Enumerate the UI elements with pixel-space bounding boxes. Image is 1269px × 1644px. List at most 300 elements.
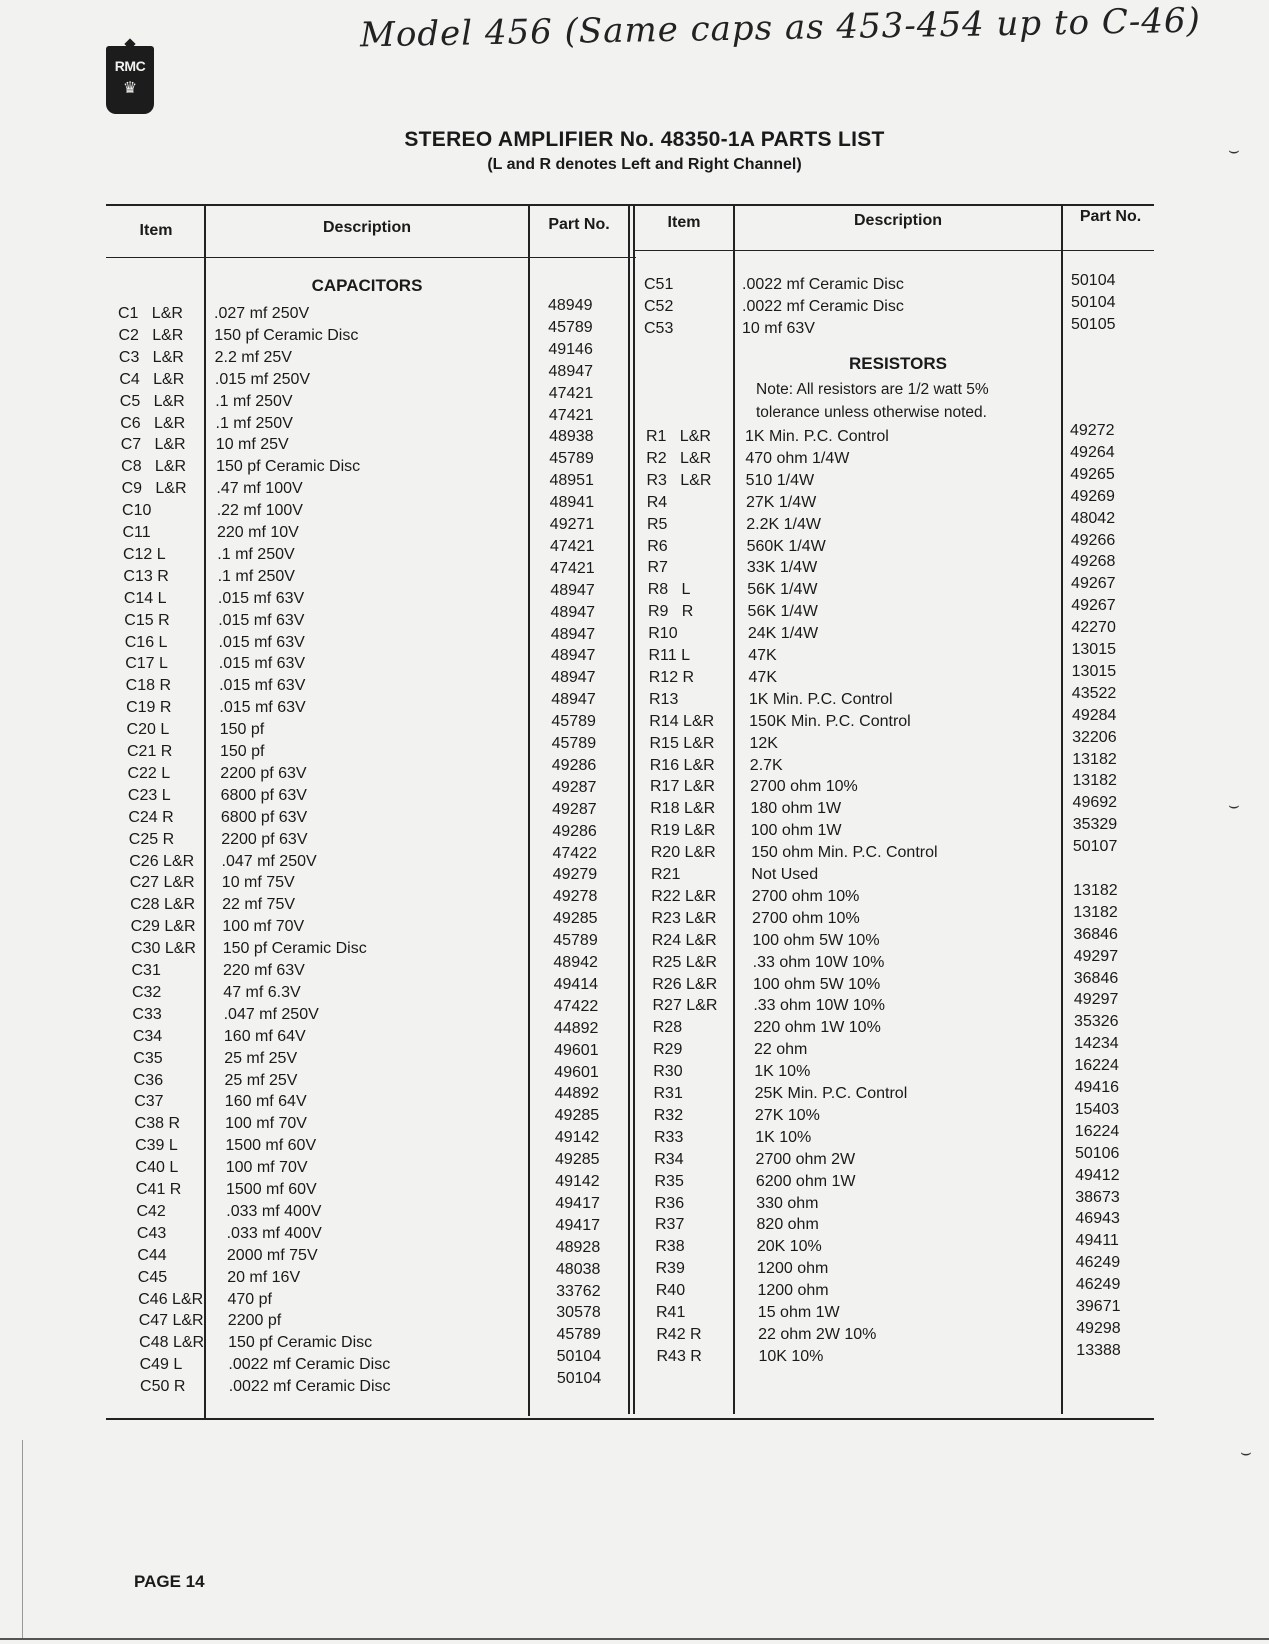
part-number-cell: 45789 bbox=[549, 450, 594, 468]
item-cell: C13 R bbox=[123, 567, 169, 585]
description-cell: .33 ohm 10W 10% bbox=[752, 953, 885, 971]
part-number-cell: 48951 bbox=[549, 472, 594, 490]
description-cell: 25 mf 25V bbox=[224, 1049, 298, 1067]
header-rule-left bbox=[106, 257, 636, 258]
part-number-cell: 48042 bbox=[1070, 509, 1116, 527]
part-number-cell: 48942 bbox=[553, 954, 598, 971]
description-cell: 22 mf 75V bbox=[222, 896, 296, 914]
description-cell: 220 mf 63V bbox=[223, 962, 305, 979]
logo-text: RMC bbox=[114, 58, 146, 74]
description-cell: 10 mf 25V bbox=[215, 436, 289, 454]
description-cell: 2200 pf 63V bbox=[221, 830, 308, 848]
part-number-cell: 49287 bbox=[551, 778, 597, 796]
part-number-cell: 49267 bbox=[1071, 575, 1116, 593]
item-cell: R42 R bbox=[656, 1325, 702, 1343]
description-cell: 150 pf bbox=[219, 721, 265, 739]
item-cell: C52 bbox=[644, 298, 674, 315]
description-cell: 1K 10% bbox=[754, 1063, 811, 1081]
item-cell: C38 R bbox=[134, 1115, 180, 1133]
item-cell: C29 L&R bbox=[130, 918, 196, 936]
header-partno-right: Part No. bbox=[1079, 208, 1142, 225]
item-cell: C6 L&R bbox=[120, 414, 186, 432]
part-number-cell: 50104 bbox=[556, 1370, 602, 1388]
item-cell: C44 bbox=[137, 1246, 167, 1264]
description-cell: .015 mf 63V bbox=[217, 589, 305, 607]
item-cell: R33 bbox=[654, 1128, 684, 1146]
item-cell: C34 bbox=[132, 1027, 163, 1045]
description-cell: 1500 mf 60V bbox=[226, 1181, 317, 1198]
item-cell: C47 L&R bbox=[138, 1312, 204, 1330]
scan-edge-line bbox=[22, 1440, 23, 1640]
part-number-cell: 45789 bbox=[551, 713, 596, 731]
item-cell: R12 R bbox=[648, 668, 695, 686]
item-cell: C30 L&R bbox=[131, 940, 196, 958]
description-cell: 20 mf 16V bbox=[227, 1268, 301, 1286]
item-cell: C20 L bbox=[126, 721, 170, 739]
description-cell: 47 mf 6.3V bbox=[223, 983, 301, 1001]
item-cell: C17 L bbox=[125, 655, 168, 673]
header-description-left: Description bbox=[322, 219, 411, 236]
description-cell: .22 mf 100V bbox=[216, 502, 303, 520]
description-cell: 1200 ohm bbox=[757, 1260, 829, 1278]
part-number-cell: 45789 bbox=[548, 318, 593, 336]
part-number-cell: 49287 bbox=[552, 800, 597, 818]
part-number-cell: 49297 bbox=[1073, 947, 1119, 965]
part-number-cell: 49284 bbox=[1071, 706, 1117, 724]
part-number-cell: 45789 bbox=[556, 1326, 601, 1344]
part-number-cell: 48928 bbox=[555, 1238, 601, 1256]
description-cell: 20K 10% bbox=[756, 1238, 822, 1256]
part-number-cell: 50106 bbox=[1074, 1144, 1120, 1162]
part-number-cell: 49601 bbox=[554, 1041, 599, 1059]
part-number-cell: 13182 bbox=[1073, 903, 1118, 921]
part-number-cell: 49267 bbox=[1071, 597, 1116, 615]
description-cell: 150 pf Ceramic Disc bbox=[214, 326, 359, 344]
description-cell: 2700 ohm 2W bbox=[755, 1150, 856, 1168]
item-cell: R32 bbox=[653, 1106, 684, 1124]
part-number-cell: 49285 bbox=[554, 1107, 600, 1125]
part-number-cell: 15403 bbox=[1074, 1100, 1120, 1118]
part-number-cell: 47422 bbox=[553, 997, 599, 1015]
description-cell: .1 mf 250V bbox=[215, 414, 293, 432]
part-number-cell: 35326 bbox=[1074, 1013, 1119, 1031]
part-number-cell: 49264 bbox=[1070, 443, 1115, 461]
description-cell: .0022 mf Ceramic Disc bbox=[228, 1378, 391, 1396]
part-number-cell: 49414 bbox=[553, 975, 599, 993]
part-number-cell: 49417 bbox=[555, 1194, 600, 1212]
description-cell: .1 mf 250V bbox=[215, 392, 293, 410]
description-cell: 25K Min. P.C. Control bbox=[754, 1085, 908, 1102]
part-number-cell: 48941 bbox=[549, 494, 595, 512]
description-cell: 100 ohm 5W 10% bbox=[753, 975, 881, 993]
description-cell: 22 ohm 2W 10% bbox=[758, 1325, 877, 1343]
item-cell: C33 bbox=[132, 1005, 162, 1023]
item-cell: C11 bbox=[122, 524, 151, 541]
item-cell: R8 L bbox=[647, 581, 691, 599]
header-item-left: Item bbox=[139, 222, 173, 239]
item-cell: R43 R bbox=[656, 1347, 702, 1365]
part-number-cell: 13388 bbox=[1076, 1341, 1121, 1359]
item-cell: R24 L&R bbox=[651, 931, 717, 949]
part-number-cell: 50105 bbox=[1071, 316, 1116, 333]
description-cell: 150 pf Ceramic Disc bbox=[222, 940, 367, 958]
item-cell: C37 bbox=[134, 1093, 164, 1111]
col-divider-3 bbox=[733, 204, 735, 1414]
part-number-cell: 45789 bbox=[553, 932, 598, 950]
resistor-note bbox=[756, 378, 989, 424]
rmc-logo bbox=[106, 46, 154, 114]
item-cell: C35 bbox=[133, 1049, 163, 1067]
description-cell: 100 mf 70V bbox=[225, 1115, 307, 1133]
item-cell: C24 R bbox=[128, 808, 174, 826]
item-cell: R29 bbox=[653, 1041, 683, 1059]
item-cell: C28 L&R bbox=[130, 896, 196, 914]
part-number-cell: 47421 bbox=[549, 537, 595, 555]
part-number-cell: 13182 bbox=[1072, 772, 1117, 790]
header-item-right: Item bbox=[667, 214, 701, 231]
part-number-cell: 49278 bbox=[552, 888, 598, 906]
item-cell: C25 R bbox=[128, 830, 175, 848]
part-number-cell: 48947 bbox=[548, 362, 594, 380]
part-number-cell: 49417 bbox=[555, 1216, 601, 1234]
description-cell: 10 mf 75V bbox=[221, 874, 295, 892]
part-number-cell: 43522 bbox=[1071, 684, 1117, 702]
description-cell: 150 pf Ceramic Disc bbox=[228, 1334, 373, 1352]
page-number: PAGE 14 bbox=[134, 1572, 205, 1591]
part-number-cell: 49412 bbox=[1075, 1166, 1120, 1184]
part-number-cell: 49146 bbox=[548, 340, 593, 358]
item-cell: R41 bbox=[656, 1304, 686, 1321]
part-number-cell: 48947 bbox=[551, 669, 596, 687]
item-cell: C26 L&R bbox=[129, 852, 195, 870]
description-cell: 150K Min. P.C. Control bbox=[749, 712, 911, 730]
description-cell: 56K 1/4W bbox=[747, 603, 818, 621]
item-cell: C53 bbox=[644, 320, 674, 337]
description-cell: 2700 ohm 10% bbox=[751, 887, 860, 905]
description-cell: Not Used bbox=[751, 866, 819, 883]
item-cell: R25 L&R bbox=[652, 953, 717, 971]
description-cell: 180 ohm 1W bbox=[750, 800, 842, 818]
description-cell: 160 mf 64V bbox=[224, 1093, 307, 1111]
item-cell: C49 L bbox=[139, 1356, 183, 1374]
part-number-cell: 49279 bbox=[552, 866, 598, 884]
part-number-cell: 49416 bbox=[1074, 1079, 1119, 1096]
part-number-cell: 49142 bbox=[555, 1173, 600, 1190]
description-cell: .033 mf 400V bbox=[226, 1202, 322, 1220]
item-cell: R3 L&R bbox=[646, 471, 712, 489]
part-number-cell: 47421 bbox=[548, 384, 594, 402]
capacitors-heading: CAPACITORS bbox=[311, 276, 423, 295]
item-cell: R5 bbox=[647, 515, 668, 533]
item-cell: R39 bbox=[655, 1260, 685, 1278]
item-cell: C42 bbox=[136, 1202, 166, 1220]
item-cell: C9 L&R bbox=[121, 480, 187, 498]
description-cell: .027 mf 250V bbox=[214, 305, 310, 322]
description-cell: .047 mf 250V bbox=[221, 852, 317, 870]
part-number-cell: 49272 bbox=[1070, 422, 1115, 439]
part-number-cell: 49601 bbox=[554, 1063, 599, 1081]
part-number-cell: 16224 bbox=[1074, 1057, 1119, 1075]
item-cell: R21 bbox=[651, 866, 681, 883]
item-cell: C32 bbox=[131, 983, 162, 1001]
item-cell: C41 R bbox=[136, 1181, 182, 1198]
part-number-cell: 13182 bbox=[1073, 881, 1118, 899]
description-cell: .1 mf 250V bbox=[217, 545, 295, 563]
part-number-cell: 46249 bbox=[1075, 1276, 1121, 1294]
part-number-cell: 49268 bbox=[1070, 553, 1116, 571]
item-cell: R16 L&R bbox=[649, 756, 715, 774]
description-cell: 33K 1/4W bbox=[746, 559, 818, 577]
item-cell: R26 L&R bbox=[652, 975, 718, 993]
item-cell: R4 bbox=[646, 493, 668, 511]
item-cell: C39 L bbox=[135, 1137, 178, 1155]
part-number-cell: 50104 bbox=[1071, 294, 1116, 311]
description-cell: .015 mf 63V bbox=[219, 699, 306, 717]
item-cell: C27 L&R bbox=[129, 874, 195, 892]
part-number-cell: 49265 bbox=[1070, 465, 1115, 483]
part-number-cell: 49285 bbox=[555, 1151, 600, 1169]
part-number-cell: 44892 bbox=[553, 1019, 599, 1037]
resistor-note-line-2: tolerance unless otherwise noted. bbox=[756, 404, 987, 421]
item-cell: C22 L bbox=[127, 764, 171, 782]
part-number-cell: 47421 bbox=[550, 559, 595, 577]
crown-icon: ♛ bbox=[122, 80, 138, 97]
item-cell: R37 bbox=[655, 1216, 685, 1234]
description-cell: 160 mf 64V bbox=[223, 1027, 306, 1045]
part-number-cell: 35329 bbox=[1072, 816, 1118, 834]
part-number-cell: 48947 bbox=[550, 625, 596, 643]
item-cell: R15 L&R bbox=[649, 734, 715, 752]
description-cell: 25 mf 25V bbox=[224, 1071, 298, 1089]
description-cell: .015 mf 250V bbox=[214, 370, 311, 388]
part-number-cell: 49142 bbox=[554, 1129, 600, 1147]
item-cell: R30 bbox=[653, 1063, 683, 1081]
description-cell: .0022 mf Ceramic Disc bbox=[742, 298, 904, 315]
part-number-cell: 46249 bbox=[1075, 1254, 1121, 1272]
item-cell: C40 L bbox=[135, 1159, 179, 1177]
item-cell: C10 bbox=[122, 502, 152, 520]
part-number-cell: 30578 bbox=[556, 1304, 601, 1322]
description-cell: 10 mf 63V bbox=[742, 320, 815, 337]
table-top-rule bbox=[106, 204, 1154, 206]
part-number-cell: 32206 bbox=[1072, 728, 1117, 746]
header-description-right: Description bbox=[853, 212, 942, 229]
col-divider-4 bbox=[1061, 204, 1063, 1414]
scan-bottom-edge bbox=[0, 1638, 1269, 1640]
description-cell: 470 ohm 1/4W bbox=[745, 449, 850, 467]
item-cell: R9 R bbox=[648, 603, 694, 621]
part-number-cell: 48038 bbox=[555, 1260, 601, 1278]
description-cell: 22 ohm bbox=[753, 1041, 808, 1059]
part-number-cell: 36846 bbox=[1073, 925, 1118, 943]
description-cell: 150 pf bbox=[220, 743, 265, 760]
item-cell: C45 bbox=[137, 1268, 168, 1286]
item-cell: R35 bbox=[654, 1172, 684, 1190]
description-cell: 2200 pf 63V bbox=[220, 764, 307, 782]
item-cell: C8 L&R bbox=[121, 458, 187, 476]
part-number-cell: 49692 bbox=[1072, 794, 1118, 812]
item-cell: C31 bbox=[131, 962, 161, 979]
resistor-note-line-1: Note: All resistors are 1/2 watt 5% bbox=[756, 381, 989, 398]
description-cell: 1K Min. P.C. Control bbox=[745, 428, 889, 445]
col-divider-1 bbox=[204, 204, 206, 1418]
table-bottom-rule bbox=[106, 1418, 1154, 1420]
description-cell: .0022 mf Ceramic Disc bbox=[228, 1356, 391, 1374]
description-cell: 1500 mf 60V bbox=[225, 1137, 317, 1155]
handwritten-note: Model 456 (Same caps as 453-454 up to C-46) bbox=[359, 0, 1202, 56]
item-cell: R20 L&R bbox=[650, 844, 716, 862]
double-divider-b bbox=[633, 204, 635, 1414]
item-cell: C4 L&R bbox=[119, 370, 185, 388]
part-number-cell: 49271 bbox=[549, 516, 595, 533]
item-cell: C16 L bbox=[124, 633, 168, 651]
part-number-cell: 49269 bbox=[1070, 487, 1115, 505]
col-divider-2 bbox=[528, 204, 530, 1416]
description-cell: .015 mf 63V bbox=[218, 633, 305, 651]
part-number-cell: 48947 bbox=[551, 691, 596, 709]
description-cell: 220 mf 10V bbox=[217, 524, 299, 541]
description-cell: 820 ohm bbox=[756, 1216, 819, 1234]
part-number-cell: 48947 bbox=[550, 603, 596, 621]
part-number-cell: 49411 bbox=[1075, 1232, 1119, 1250]
description-cell: .47 mf 100V bbox=[216, 480, 303, 498]
part-number-cell: 13015 bbox=[1071, 662, 1117, 680]
description-cell: 47K bbox=[748, 668, 777, 686]
item-cell: R34 bbox=[654, 1150, 684, 1168]
item-cell: C51 bbox=[644, 276, 674, 293]
description-cell: 100 mf 70V bbox=[222, 918, 305, 936]
item-cell: C7 L&R bbox=[120, 436, 186, 454]
part-number-cell: 50104 bbox=[1071, 272, 1116, 289]
item-cell: R10 bbox=[648, 625, 678, 643]
description-cell: 2000 mf 75V bbox=[226, 1246, 318, 1264]
scan-artifact-mark: ⌣ bbox=[1228, 795, 1240, 815]
part-number-cell: 14234 bbox=[1074, 1035, 1119, 1053]
item-cell: C5 L&R bbox=[119, 392, 185, 410]
description-cell: 56K 1/4W bbox=[747, 581, 818, 599]
description-cell: .015 mf 63V bbox=[218, 655, 306, 673]
header-rule-right bbox=[634, 250, 1154, 251]
item-cell: C3 L&R bbox=[118, 348, 184, 366]
item-cell: R2 L&R bbox=[646, 449, 712, 467]
description-cell: 24K 1/4W bbox=[747, 625, 819, 643]
item-cell: C12 L bbox=[122, 545, 166, 563]
part-number-cell: 49298 bbox=[1076, 1319, 1121, 1337]
description-cell: .33 ohm 10W 10% bbox=[753, 997, 885, 1015]
item-cell: C21 R bbox=[127, 743, 173, 760]
description-cell: 100 ohm 1W bbox=[750, 822, 842, 840]
document-title: STEREO AMPLIFIER No. 48350-1A PARTS LIST bbox=[404, 128, 885, 151]
item-cell: C18 R bbox=[125, 677, 171, 695]
part-number-cell: 36846 bbox=[1073, 969, 1119, 987]
item-cell: C43 bbox=[136, 1224, 167, 1242]
part-number-cell: 49286 bbox=[552, 822, 597, 840]
description-cell: 1200 ohm bbox=[757, 1282, 829, 1300]
description-cell: 47K bbox=[748, 647, 777, 664]
description-cell: 330 ohm bbox=[756, 1194, 819, 1212]
part-number-cell: 42270 bbox=[1071, 619, 1116, 637]
item-cell: R18 L&R bbox=[650, 800, 716, 818]
item-cell: C19 R bbox=[126, 699, 172, 717]
description-cell: 150 ohm Min. P.C. Control bbox=[751, 844, 938, 862]
description-cell: 6800 pf 63V bbox=[220, 786, 307, 804]
description-cell: 2.2K 1/4W bbox=[746, 515, 821, 533]
description-cell: .033 mf 400V bbox=[226, 1224, 322, 1242]
item-cell: R31 bbox=[653, 1085, 683, 1102]
parts-table bbox=[108, 200, 1208, 1480]
description-cell: .1 mf 250V bbox=[217, 567, 295, 585]
item-cell: R19 L&R bbox=[650, 822, 716, 840]
part-number-cell: 39671 bbox=[1076, 1298, 1121, 1315]
item-cell: C2 L&R bbox=[118, 326, 184, 344]
part-number-cell: 49297 bbox=[1073, 991, 1119, 1009]
part-number-cell: 13015 bbox=[1071, 641, 1116, 658]
description-cell: 2700 ohm 10% bbox=[752, 909, 860, 927]
item-cell: R17 L&R bbox=[650, 778, 715, 796]
part-number-cell: 13182 bbox=[1072, 750, 1117, 768]
description-cell: 2200 pf bbox=[227, 1312, 282, 1330]
item-cell: R23 L&R bbox=[651, 909, 717, 927]
description-cell: 100 mf 70V bbox=[225, 1159, 308, 1177]
part-number-cell: 50107 bbox=[1072, 838, 1118, 856]
description-cell: 6200 ohm 1W bbox=[755, 1172, 856, 1190]
part-number-cell: 38673 bbox=[1075, 1188, 1120, 1206]
part-number-cell: 47421 bbox=[548, 406, 594, 424]
item-cell: R14 L&R bbox=[649, 712, 715, 730]
item-cell: R22 L&R bbox=[651, 887, 717, 905]
part-number-cell: 49286 bbox=[551, 756, 597, 774]
resistors-heading: RESISTORS bbox=[849, 354, 947, 373]
description-cell: .015 mf 63V bbox=[218, 611, 305, 629]
description-cell: 510 1/4W bbox=[745, 471, 815, 489]
double-divider-a bbox=[628, 204, 630, 1414]
scan-artifact-mark: ⌣ bbox=[1240, 1442, 1252, 1462]
description-cell: 470 pf bbox=[227, 1290, 272, 1308]
description-cell: .0022 mf Ceramic Disc bbox=[742, 276, 904, 293]
description-cell: 1K Min. P.C. Control bbox=[748, 690, 893, 708]
description-cell: 27K 1/4W bbox=[745, 493, 817, 511]
description-cell: .015 mf 63V bbox=[219, 677, 306, 695]
scan-artifact-mark: ⌣ bbox=[1228, 140, 1240, 160]
item-cell: C46 L&R bbox=[138, 1290, 204, 1308]
part-number-cell: 16224 bbox=[1074, 1122, 1120, 1140]
item-cell: R1 L&R bbox=[646, 428, 711, 445]
description-cell: 15 ohm 1W bbox=[757, 1304, 840, 1321]
item-cell: C15 R bbox=[124, 611, 170, 629]
item-cell: R11 L bbox=[648, 647, 691, 664]
item-cell: R6 bbox=[647, 537, 668, 555]
description-cell: 12K bbox=[749, 734, 778, 752]
part-number-cell: 46943 bbox=[1075, 1210, 1120, 1228]
description-cell: 2.2 mf 25V bbox=[214, 348, 292, 366]
header-partno-left: Part No. bbox=[548, 216, 610, 233]
part-number-cell: 48949 bbox=[548, 297, 593, 314]
description-cell: 150 pf Ceramic Disc bbox=[216, 458, 361, 476]
part-number-cell: 47422 bbox=[552, 844, 597, 862]
description-cell: 2.7K bbox=[749, 756, 783, 774]
item-cell: C14 L bbox=[123, 589, 167, 607]
item-cell: R27 L&R bbox=[652, 997, 718, 1015]
item-cell: C1 L&R bbox=[118, 305, 183, 322]
description-cell: 220 ohm 1W 10% bbox=[753, 1019, 881, 1037]
part-number-cell: 48947 bbox=[550, 581, 595, 599]
description-cell: 6800 pf 63V bbox=[220, 808, 308, 826]
part-number-cell: 33762 bbox=[556, 1282, 601, 1300]
item-cell: C50 R bbox=[140, 1378, 186, 1396]
item-cell: C23 L bbox=[127, 786, 171, 804]
description-cell: 2700 ohm 10% bbox=[750, 778, 858, 796]
part-number-cell: 45789 bbox=[551, 735, 597, 752]
